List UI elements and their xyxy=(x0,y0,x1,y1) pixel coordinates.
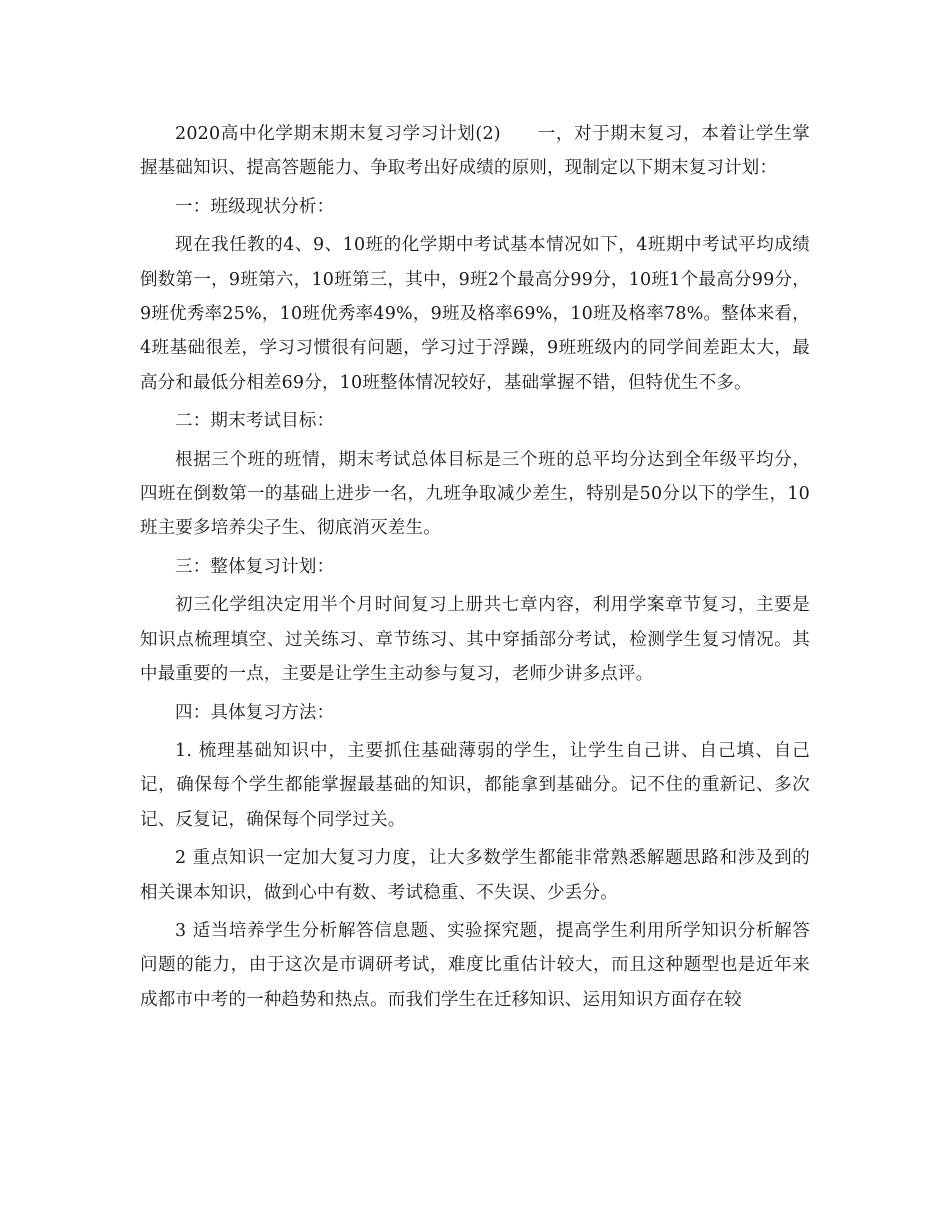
section-heading-overall-plan: 三：整体复习计划： xyxy=(175,556,335,577)
class-analysis-paragraph: 现在我任教的4、9、10班的化学期中考试基本情况如下，4班期中考试平均成绩倒数第一，9班第六，10班第三，其中，9班2个最高分99分，10班1个最高分99分，9班优秀率25%，10班优秀率49%，9班及格率69%，10班及格率78%。整体来看，4班基础很差，学习习惯很有问题，学习过于浮躁，9班班级内的同学间差距太大，最高分和最低分相差69分，10班整体情况较好，基础掌握不错，但特优生不多。 xyxy=(140,235,810,393)
exam-goals-paragraph: 根据三个班的班情，期末考试总体目标是三个班的总平均分达到全年级平均分，四班在倒数第一的基础上进步一名，九班争取减少差生，特别是50分以下的学生，10班主要多培养尖子生、彻底消灭差生。 xyxy=(140,449,810,539)
method-item-2: 2 重点知识一定加大复习力度，让大多数学生都能非常熟悉解题思路和涉及到的相关课本知识，做到心中有数、考试稳重、不失误、少丢分。 xyxy=(140,848,810,903)
intro-paragraph: 2020高中化学期末期末复习学习计划(2) 一，对于期末复习，本着让学生掌握基础知识、提高答题能力、争取考出好成绩的原则，现制定以下期末复习计划： xyxy=(140,124,810,179)
overall-plan-paragraph: 初三化学组决定用半个月时间复习上册共七章内容，利用学案章节复习，主要是知识点梳理填空、过关练习、章节练习、其中穿插部分考试，检测学生复习情况。其中最重要的一点，主要是让学生主动参与复习，老师少讲多点评。 xyxy=(140,595,810,685)
document-body xyxy=(140,117,810,1021)
section-heading-class-analysis: 一：班级现状分析： xyxy=(175,196,335,217)
method-item-3: 3 适当培养学生分析解答信息题、实验探究题，提高学生利用所学知识分析解答问题的能力，由于这次是市调研考试，难度比重估计较大，而且这种题型也是近年来成都市中考的一种趋势和热点。而我们学生在迁移知识、运用知识方面存在较 xyxy=(140,920,810,1010)
section-heading-exam-goals: 二：期末考试目标： xyxy=(175,411,335,432)
method-item-1: 1. 梳理基础知识中，主要抓住基础薄弱的学生，让学生自己讲、自己填、自己记，确保每个学生都能掌握最基础的知识，都能拿到基础分。记不住的重新记、多次记、反复记，确保每个同学过关。 xyxy=(140,740,810,830)
section-heading-methods: 四：具体复习方法： xyxy=(175,702,335,723)
